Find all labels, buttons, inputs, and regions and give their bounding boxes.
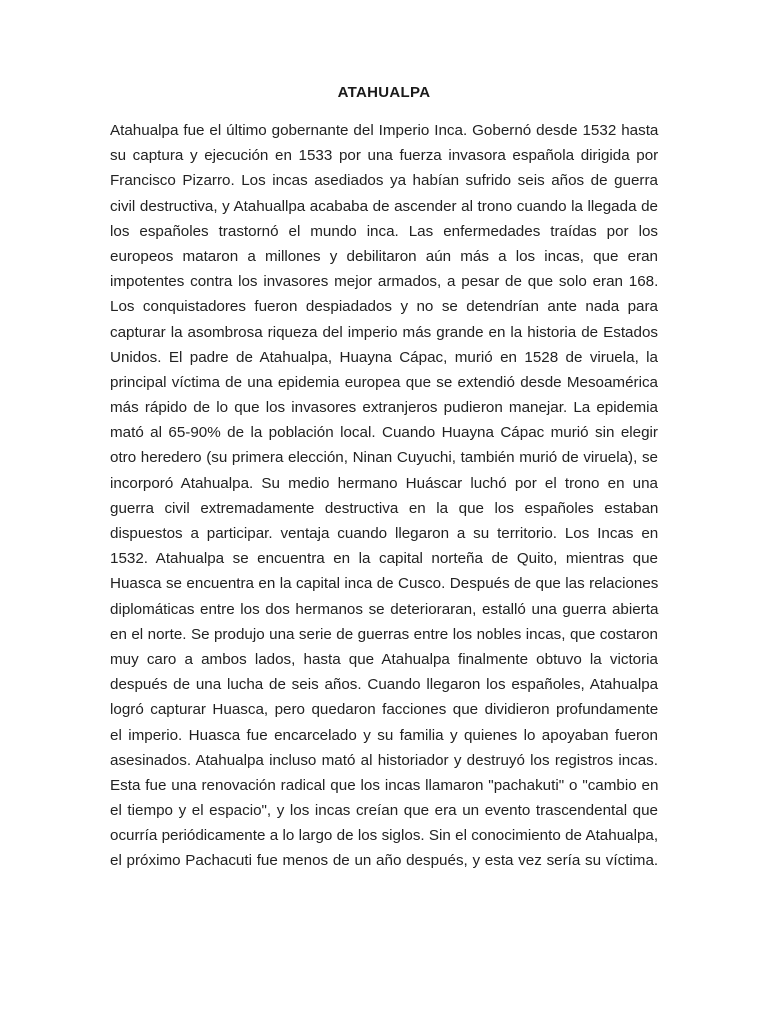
body-line: el tiempo y el espacio", y los incas creían que era un evento trascendental que (110, 802, 658, 820)
body-line: principal víctima de una epidemia europea que se extendió desde Mesoamérica (110, 373, 658, 391)
body-line: el imperio. Huasca fue encarcelado y su familia y quienes lo apoyaban fueron (110, 726, 658, 744)
body-line: guerra civil extremadamente destructiva en la que los españoles estaban (110, 499, 659, 517)
body-line: su captura y ejecución en 1533 por una fuerza invasora española dirigida por (110, 147, 659, 165)
body-line: logró capturar Huasca, pero quedaron facciones que dividieron profundamente (110, 701, 659, 719)
body-line: impotentes contra los invasores mejor armados, a pesar de que solo eran 168. (110, 273, 659, 291)
body-line: asesinados. Atahualpa incluso mató al historiador y destruyó los registros incas. (110, 751, 658, 769)
body-line: civil destructiva, y Atahuallpa acababa de ascender al trono cuando la llegada de (110, 197, 658, 215)
body-line: otro heredero (su primera elección, Ninan Cuyuchi, también murió de viruela), se (110, 449, 658, 467)
document-title: ATAHUALPA (337, 84, 431, 101)
body-line: después de una lucha de seis años. Cuando llegaron los españoles, Atahualpa (110, 676, 659, 694)
body-line: diplomáticas entre los dos hermanos se deterioraran, estalló una guerra abierta (110, 600, 659, 618)
body-line: Atahualpa fue el último gobernante del Imperio Inca. Gobernó desde 1532 hasta (110, 122, 659, 139)
body-line: el próximo Pachacuti fue menos de un año después, y esta vez sería su víctima. (110, 852, 659, 870)
body-line: europeos mataron a millones y debilitaron aún más a los incas, que eran (110, 247, 658, 265)
document-body (110, 118, 658, 874)
body-line: Los conquistadores fueron despiadados y no se detendrían ante nada para (110, 298, 658, 316)
body-line: muy caro a ambos lados, hasta que Atahualpa finalmente obtuvo la victoria (110, 650, 658, 668)
body-line: capturar la asombrosa riqueza del imperio más grande en la historia de Estados (110, 323, 658, 341)
body-line: ocurría periódicamente a lo largo de los siglos. Sin el conocimiento de Atahualpa, (110, 827, 659, 845)
body-line: Huasca se encuentra en la capital inca de Cusco. Después de que las relaciones (110, 575, 659, 593)
body-line: en el norte. Se produjo una serie de guerras entre los nobles incas, que costaron (110, 625, 658, 643)
body-line: los españoles trastornó el mundo inca. Las enfermedades traídas por los (110, 222, 658, 240)
body-line: más rápido de lo que los invasores extranjeros pudieron manejar. La epidemia (110, 399, 658, 417)
body-line: Esta fue una renovación radical que los incas llamaron "pachakuti" o "cambio en (110, 776, 659, 794)
body-line: 1532. Atahualpa se encuentra en la capital norteña de Quito, mientras que (110, 550, 658, 568)
body-line: Francisco Pizarro. Los incas asediados ya habían sufrido seis años de guerra (110, 172, 658, 190)
body-line: mató al 65-90% de la población local. Cuando Huayna Cápac murió sin elegir (110, 424, 658, 442)
body-line: dispuestos a participar. ventaja cuando llegaron a su territorio. Los Incas en (110, 525, 659, 542)
body-line: incorporó Atahualpa. Su medio hermano Huáscar luchó por el trono en una (110, 474, 658, 492)
body-line: Unidos. El padre de Atahualpa, Huayna Cápac, murió en 1528 de viruela, la (110, 348, 658, 366)
